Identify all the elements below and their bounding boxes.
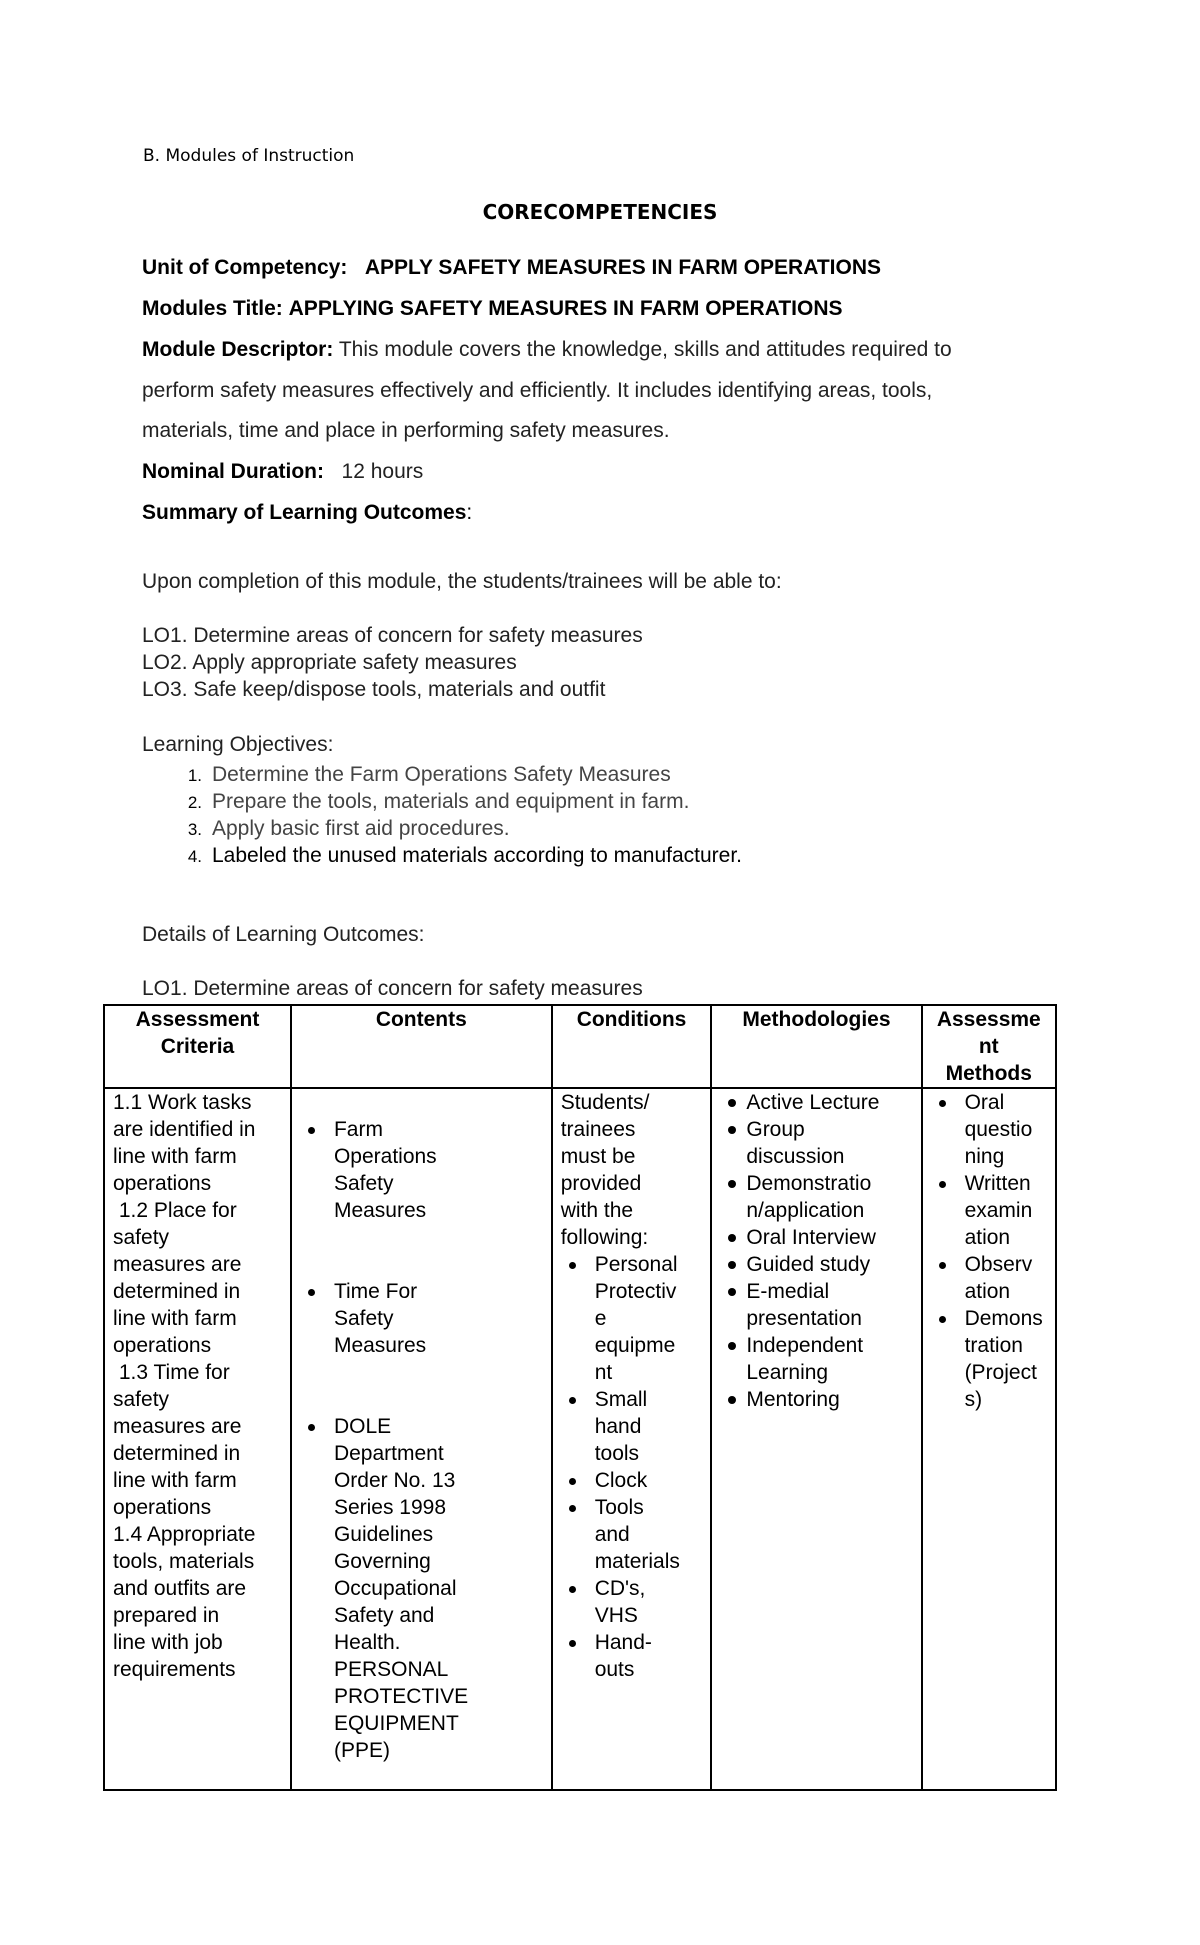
bullet-icon [308,1127,315,1134]
conditions-intro-line: trainees [560,1118,636,1141]
duration-value: 12 hours [341,460,424,483]
methodology-item-line: Oral Interview [746,1226,876,1249]
condition-item-line: CD's, [594,1577,646,1600]
intro-text: Upon completion of this module, the students/trainees will be able to: [142,570,782,593]
module-title [142,297,843,321]
conditions-cell [552,1088,712,1790]
criteria-line: 1.1 Work tasks [113,1091,252,1114]
outcome-lo3: LO3. Safe keep/dispose tools, materials and outfit [142,678,606,701]
header-assessment-methods: Assessme nt Methods [922,1005,1056,1088]
bullet-icon [728,1396,736,1404]
criteria-line: line with farm [113,1469,237,1492]
criteria-line: safety [113,1226,170,1249]
methodology-item-line: E-medial [746,1280,830,1303]
methodology-item-line: Active Lecture [746,1091,880,1114]
objectives-label: Learning Objectives: [142,733,334,756]
assessment-method-item-line: ation [964,1226,1011,1249]
duration-label: Nominal Duration: [142,460,324,483]
bullet-icon [308,1289,315,1296]
bullet-icon [939,1316,946,1323]
criteria-cell [104,1088,291,1790]
condition-item-line: VHS [594,1604,638,1627]
content-item-line: Governing [333,1550,431,1573]
bullet-icon [728,1180,736,1188]
descriptor-text-1: This module covers the knowledge, skills and attitudes required to [338,338,952,361]
unit-of-competency [142,256,881,280]
content-item-line: Measures [333,1199,427,1222]
assessment-method-item-line: s) [964,1388,983,1411]
condition-item-line: hand [594,1415,642,1438]
content-item-list [300,1116,543,1224]
content-item-line: Time For [333,1280,418,1303]
condition-item [561,1251,703,1386]
assessment-method-item [931,1251,1047,1305]
condition-item [561,1629,703,1683]
assessment-method-item-line: tration [964,1334,1023,1357]
assessment-method-item-line: Oral [964,1091,1005,1114]
criteria-line: are identified in [113,1118,256,1141]
methodology-item-line: Independent [746,1334,864,1357]
unit-value: APPLY SAFETY MEASURES IN FARM OPERATIONS [364,256,881,279]
condition-item [561,1575,703,1629]
outcome-lo1: LO1. Determine areas of concern for safety measures [142,624,643,647]
bullet-icon [569,1586,576,1593]
criteria-line: 1.3 Time for [113,1361,230,1384]
header-contents: Contents [291,1005,552,1088]
bullet-icon [728,1126,736,1134]
criteria-line: 1.4 Appropriate [113,1523,256,1546]
criteria-line: measures are [113,1415,242,1438]
bullet-icon [728,1342,736,1350]
module-title-value: APPLYING SAFETY MEASURES IN FARM OPERATIONS [288,297,843,320]
methodology-item [720,1251,912,1278]
condition-item-line: and [594,1523,630,1546]
methodology-item [720,1089,912,1116]
summary-heading [142,501,472,525]
conditions-intro-line: must be [560,1145,636,1168]
content-item [300,1413,543,1764]
assessment-method-item [931,1089,1047,1170]
assessment-method-item-line: examin [964,1199,1033,1222]
header-methodologies: Methodologies [711,1005,921,1088]
content-item-line: Measures [333,1334,427,1357]
criteria-line: operations [113,1172,212,1195]
criteria-line: 1.2 Place for [113,1199,237,1222]
content-item-line: DOLE [333,1415,392,1438]
condition-item-line: materials [594,1550,680,1573]
assessment-method-item-line: Demons [964,1307,1043,1330]
spacer [300,1224,543,1278]
bullet-icon [728,1288,736,1296]
outcome-lo2: LO2. Apply appropriate safety measures [142,651,517,674]
assessment-method-item [931,1170,1047,1251]
content-item-line: Safety and [333,1604,435,1627]
condition-item-line: equipme [594,1334,676,1357]
methodology-item-list [720,1089,912,1413]
condition-item-line: tools [594,1442,640,1465]
bullet-icon [569,1262,576,1269]
content-item-line: Safety [333,1307,394,1330]
bullet-icon [569,1397,576,1404]
bullet-icon [939,1100,946,1107]
condition-item [561,1386,703,1467]
assessment-method-item-line: ning [964,1145,1005,1168]
criteria-line: line with farm [113,1145,237,1168]
criteria-line: operations [113,1334,212,1357]
lo1-caption: LO1. Determine areas of concern for safety measures [142,977,643,1000]
content-item-line: Farm [333,1118,383,1141]
methodology-item [720,1224,912,1251]
objectives-list [142,761,742,869]
criteria-line: line with farm [113,1307,237,1330]
content-item-line: Safety [333,1172,394,1195]
methodology-item-line: n/application [746,1199,865,1222]
methodologies-cell [711,1088,921,1790]
condition-item-line: outs [594,1658,635,1681]
condition-item-line: Small [594,1388,648,1411]
methodology-item-line: Guided study [746,1253,871,1276]
details-label: Details of Learning Outcomes: [142,923,425,946]
assessment-method-item-line: Observ [964,1253,1033,1276]
header-conditions: Conditions [552,1005,712,1088]
conditions-intro-line: following: [560,1226,649,1249]
condition-item-line: Tools [594,1496,644,1519]
methodology-item-line: discussion [746,1145,845,1168]
conditions-intro-line: with the [560,1199,634,1222]
bullet-icon [728,1261,736,1269]
criteria-line: determined in [113,1280,241,1303]
assessment-method-item-line: ation [964,1280,1011,1303]
content-item-line: PERSONAL [333,1658,449,1681]
criteria-line: determined in [113,1442,241,1465]
assessment-method-item-line: (Project [964,1361,1037,1384]
methodology-item [720,1116,912,1170]
condition-item [561,1494,703,1575]
page-heading: CORECOMPETENCIES [482,200,718,224]
content-item [300,1278,543,1359]
spacer [300,1089,543,1116]
criteria-line: prepared in [113,1604,220,1627]
descriptor-text-3: materials, time and place in performing safety measures. [142,419,670,442]
content-item-list [300,1413,543,1764]
descriptor-text-2: perform safety measures effectively and efficiently. It includes identifying areas, tools, [142,379,933,402]
module-descriptor-line1 [142,338,952,362]
assessment-method-item-line: Written [964,1172,1031,1195]
bullet-icon [308,1424,315,1431]
methodology-item [720,1386,912,1413]
bullet-icon [569,1640,576,1647]
objective-item: 1. Determine the Farm Operations Safety Measures [187,763,671,786]
section-label: B. Modules of Instruction [143,146,355,166]
descriptor-label: Module Descriptor: [142,338,334,361]
content-item-line: EQUIPMENT [333,1712,459,1735]
methodology-item-line: Demonstratio [746,1172,872,1195]
header-assessment-criteria: Assessment Criteria [104,1005,291,1088]
methodology-item [720,1170,912,1224]
table-header-row [104,1005,1056,1088]
condition-item-line: nt [594,1361,613,1384]
bullet-icon [939,1262,946,1269]
condition-item [561,1467,703,1494]
criteria-line: requirements [113,1658,236,1681]
conditions-intro-line: provided [560,1172,642,1195]
spacer [300,1359,543,1413]
assessment-method-item [931,1305,1047,1413]
contents-cell [291,1088,552,1790]
assessment-method-item-line: questio [964,1118,1033,1141]
content-item [300,1116,543,1224]
condition-item-line: Hand- [594,1631,652,1654]
learning-outcome-table [103,1004,1057,1791]
condition-item-list [561,1251,703,1683]
bullet-icon [728,1099,736,1107]
objective-item: 2. Prepare the tools, materials and equipment in farm. [187,790,690,813]
criteria-line: safety [113,1388,170,1411]
objective-item: 4. Labeled the unused materials according to manufacturer. [187,844,742,867]
objective-item: 3. Apply basic first aid procedures. [187,817,510,840]
table-row [104,1088,1056,1790]
content-item-list [300,1278,543,1359]
content-item-line: Health. [333,1631,401,1654]
summary-label: Summary of Learning Outcomes [142,501,467,524]
bullet-icon [569,1505,576,1512]
module-title-label: Modules Title: [142,297,283,320]
criteria-line: measures are [113,1253,242,1276]
assessment-methods-cell [922,1088,1056,1790]
methodology-item [720,1278,912,1332]
unit-label: Unit of Competency: [142,256,348,279]
content-item-line: Guidelines [333,1523,434,1546]
bullet-icon [569,1478,576,1485]
summary-colon: : [466,501,473,524]
criteria-line: operations [113,1496,212,1519]
content-item-line: Occupational [333,1577,457,1600]
bullet-icon [728,1234,736,1242]
criteria-line: tools, materials [113,1550,255,1573]
content-item-line: Department [333,1442,444,1465]
conditions-intro-line: Students/ [560,1091,650,1114]
condition-item-line: Protectiv [594,1280,677,1303]
condition-item-line: Personal [594,1253,678,1276]
content-item-line: (PPE) [333,1739,390,1762]
condition-item-line: Clock [594,1469,648,1492]
criteria-line: line with job [113,1631,223,1654]
content-item-line: PROTECTIVE [333,1685,469,1708]
methodology-item [720,1332,912,1386]
content-item-line: Operations [333,1145,437,1168]
assessment-method-item-list [931,1089,1047,1413]
bullet-icon [939,1181,946,1188]
methodology-item-line: Group [746,1118,805,1141]
methodology-item-line: Learning [746,1361,829,1384]
nominal-duration [142,460,423,484]
methodology-item-line: presentation [746,1307,862,1330]
criteria-line: and outfits are [113,1577,247,1600]
content-item-line: Series 1998 [333,1496,447,1519]
methodology-item-line: Mentoring [746,1388,840,1411]
condition-item-line: e [594,1307,607,1330]
content-item-line: Order No. 13 [333,1469,456,1492]
